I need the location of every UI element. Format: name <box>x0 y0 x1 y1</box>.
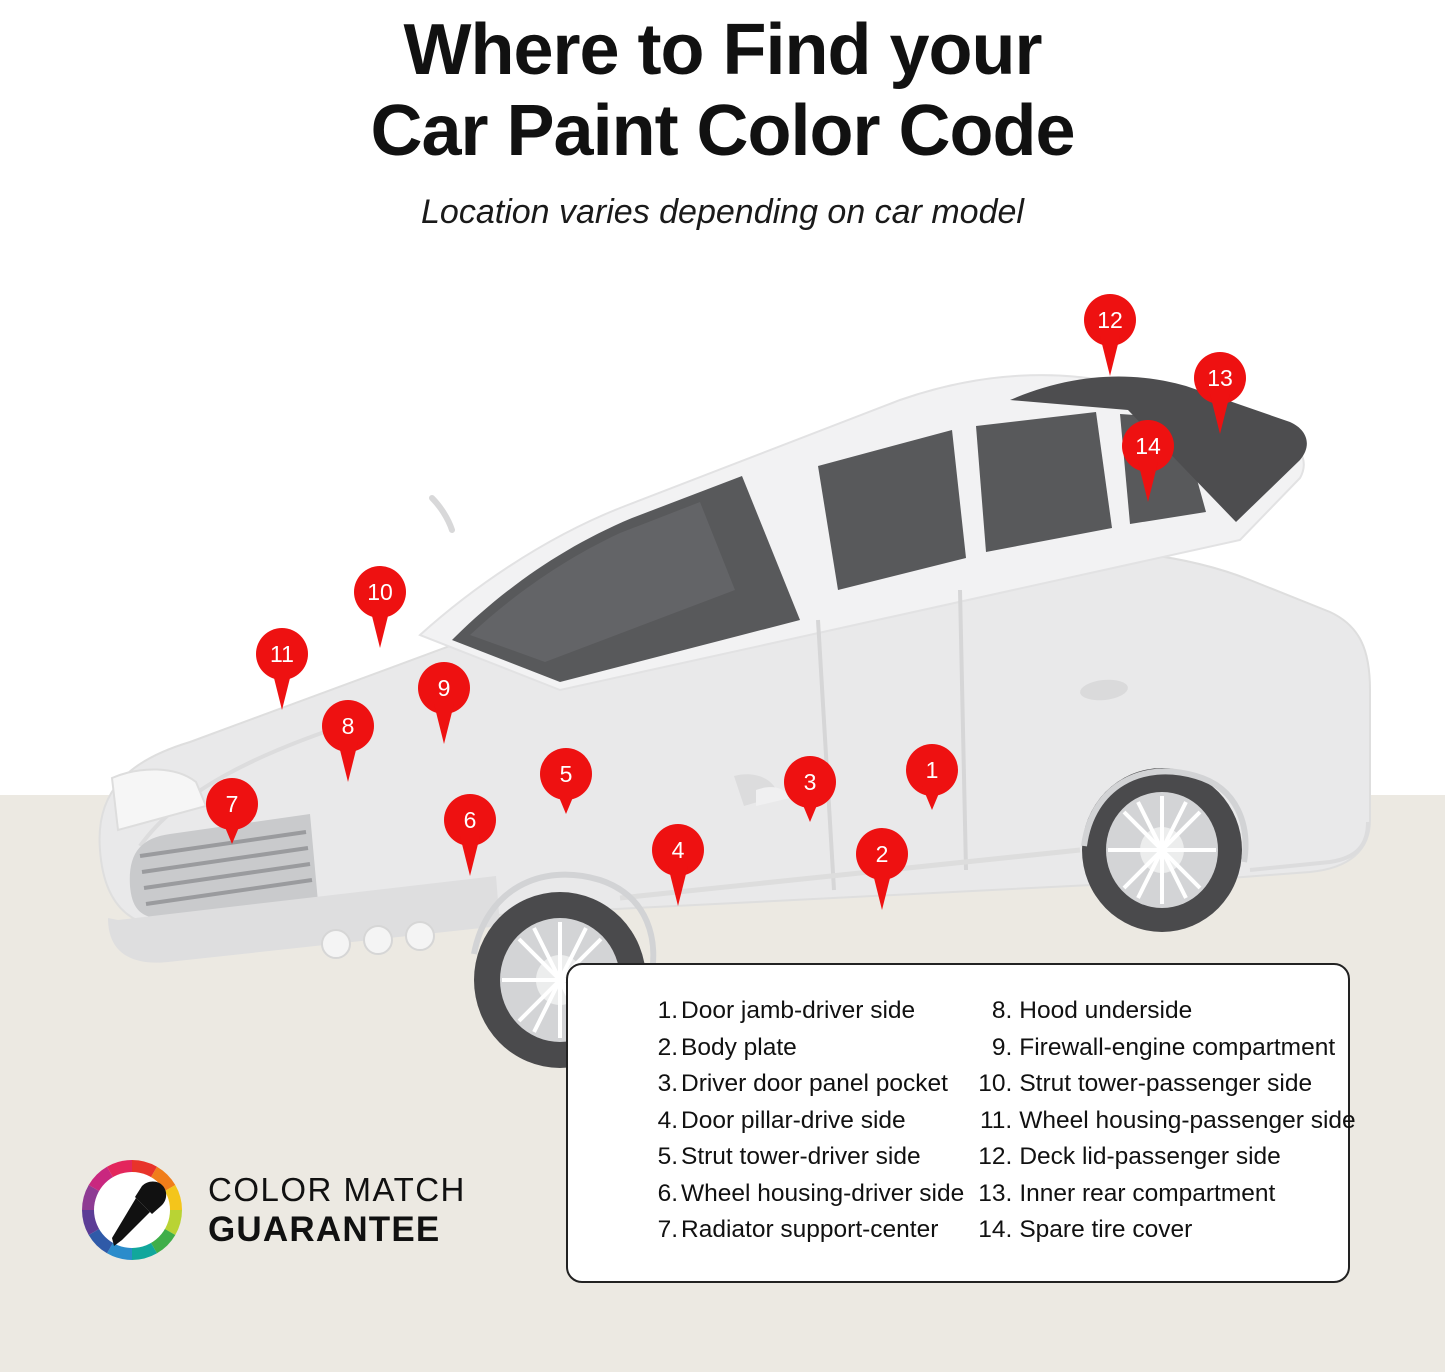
marker-11-bubble: 11 <box>256 628 308 680</box>
legend-item-4 <box>654 1105 964 1138</box>
title-line-1: Where to Find your <box>403 10 1042 90</box>
marker-3-bubble: 3 <box>784 756 836 808</box>
legend-item-12-num: 12. <box>978 1143 1013 1171</box>
brand-badge <box>78 1155 498 1265</box>
page-subtitle: Location varies depending on car model <box>421 193 1024 232</box>
marker-5-tail <box>556 790 576 814</box>
marker-9[interactable] <box>418 662 470 714</box>
legend-item-2 <box>654 1032 964 1065</box>
legend-item-11 <box>978 1105 1355 1138</box>
legend-item-5-num: 5. <box>657 1143 678 1171</box>
rear-side-window <box>976 412 1112 552</box>
page-title <box>0 10 1445 171</box>
marker-1-tail <box>922 786 942 810</box>
legend-item-6 <box>654 1178 964 1211</box>
marker-7-tail <box>222 820 242 844</box>
marker-5[interactable] <box>540 748 592 800</box>
legend-item-7-num: 7. <box>657 1216 678 1244</box>
legend-item-6-label: Wheel housing-driver side <box>681 1179 965 1207</box>
brand-line-1: COLOR MATCH <box>208 1171 466 1208</box>
legend-item-11-num: 11. <box>980 1106 1013 1134</box>
legend-item-5-label: Strut tower-driver side <box>681 1143 921 1171</box>
legend-item-10-num: 10. <box>978 1070 1013 1098</box>
legend-item-3-label: Driver door panel pocket <box>681 1070 948 1098</box>
legend-item-1-num: 1. <box>657 997 678 1024</box>
legend-item-14-label: Spare tire cover <box>1019 1216 1193 1244</box>
header <box>0 0 1445 232</box>
legend-item-13-label: Inner rear compartment <box>1019 1179 1276 1207</box>
marker-8[interactable] <box>322 700 374 752</box>
legend-item-10-label: Strut tower-passenger side <box>1019 1070 1313 1098</box>
legend-item-8-num: 8. <box>991 997 1013 1024</box>
legend-item-2-num: 2. <box>657 1033 678 1061</box>
legend-item-1-label: Door jamb-driver side <box>681 997 916 1024</box>
legend-item-3 <box>654 1068 964 1101</box>
color-wheel-icon <box>78 1156 186 1264</box>
legend-box <box>566 963 1356 1283</box>
marker-2-bubble: 2 <box>856 828 908 880</box>
legend-item-9 <box>978 1032 1355 1065</box>
legend-item-8-label: Hood underside <box>1019 997 1193 1024</box>
legend-item-7-label: Radiator support-center <box>681 1216 939 1244</box>
legend-item-10 <box>978 1068 1355 1101</box>
marker-13-bubble: 13 <box>1194 352 1246 404</box>
legend-item-1 <box>654 995 964 1028</box>
marker-7[interactable] <box>206 778 258 830</box>
legend-item-13 <box>978 1178 1355 1211</box>
marker-7-bubble: 7 <box>206 778 258 830</box>
marker-10-bubble: 10 <box>354 566 406 618</box>
marker-12-bubble: 12 <box>1084 294 1136 346</box>
marker-8-tail <box>338 742 358 782</box>
marker-3[interactable] <box>784 756 836 808</box>
marker-5-bubble: 5 <box>540 748 592 800</box>
marker-2-tail <box>872 870 892 910</box>
marker-3-tail <box>800 798 820 822</box>
marker-13[interactable] <box>1194 352 1246 404</box>
brand-line-2: GUARANTEE <box>208 1210 441 1249</box>
marker-10[interactable] <box>354 566 406 618</box>
brand-text <box>208 1173 466 1247</box>
legend-item-6-num: 6. <box>657 1179 678 1207</box>
legend-item-8 <box>978 995 1355 1028</box>
legend-item-12 <box>978 1141 1355 1174</box>
marker-14-tail <box>1138 462 1158 502</box>
marker-14-bubble: 14 <box>1122 420 1174 472</box>
marker-1-bubble: 1 <box>906 744 958 796</box>
legend-item-14 <box>978 1214 1355 1247</box>
legend-item-4-label: Door pillar-drive side <box>681 1106 906 1134</box>
legend-item-9-num: 9. <box>991 1033 1013 1061</box>
marker-6[interactable] <box>444 794 496 846</box>
legend-item-4-num: 4. <box>657 1106 678 1134</box>
legend-item-2-label: Body plate <box>681 1033 797 1061</box>
legend-item-5 <box>654 1141 964 1174</box>
legend-item-13-num: 13. <box>978 1179 1013 1207</box>
marker-10-tail <box>370 608 390 648</box>
marker-12-tail <box>1100 336 1120 376</box>
antenna <box>432 498 452 530</box>
legend-item-11-label: Wheel housing-passenger side <box>1019 1106 1356 1134</box>
legend-column-right <box>964 995 1355 1255</box>
marker-4-bubble: 4 <box>652 824 704 876</box>
legend-item-7 <box>654 1214 964 1247</box>
marker-9-tail <box>434 704 454 744</box>
title-line-2: Car Paint Color Code <box>370 90 1075 171</box>
marker-11-tail <box>272 670 292 710</box>
legend-item-12-label: Deck lid-passenger side <box>1019 1143 1281 1171</box>
marker-6-tail <box>460 836 480 876</box>
marker-4-tail <box>668 866 688 906</box>
marker-6-bubble: 6 <box>444 794 496 846</box>
legend-column-left <box>594 995 964 1255</box>
marker-1[interactable] <box>906 744 958 796</box>
legend-item-9-label: Firewall-engine compartment <box>1019 1033 1336 1061</box>
marker-9-bubble: 9 <box>418 662 470 714</box>
marker-13-tail <box>1210 394 1230 434</box>
legend-item-3-num: 3. <box>657 1070 678 1098</box>
marker-11[interactable] <box>256 628 308 680</box>
marker-8-bubble: 8 <box>322 700 374 752</box>
marker-2[interactable] <box>856 828 908 880</box>
marker-14[interactable] <box>1122 420 1174 472</box>
marker-4[interactable] <box>652 824 704 876</box>
legend-item-14-num: 14. <box>978 1216 1013 1244</box>
marker-12[interactable] <box>1084 294 1136 346</box>
